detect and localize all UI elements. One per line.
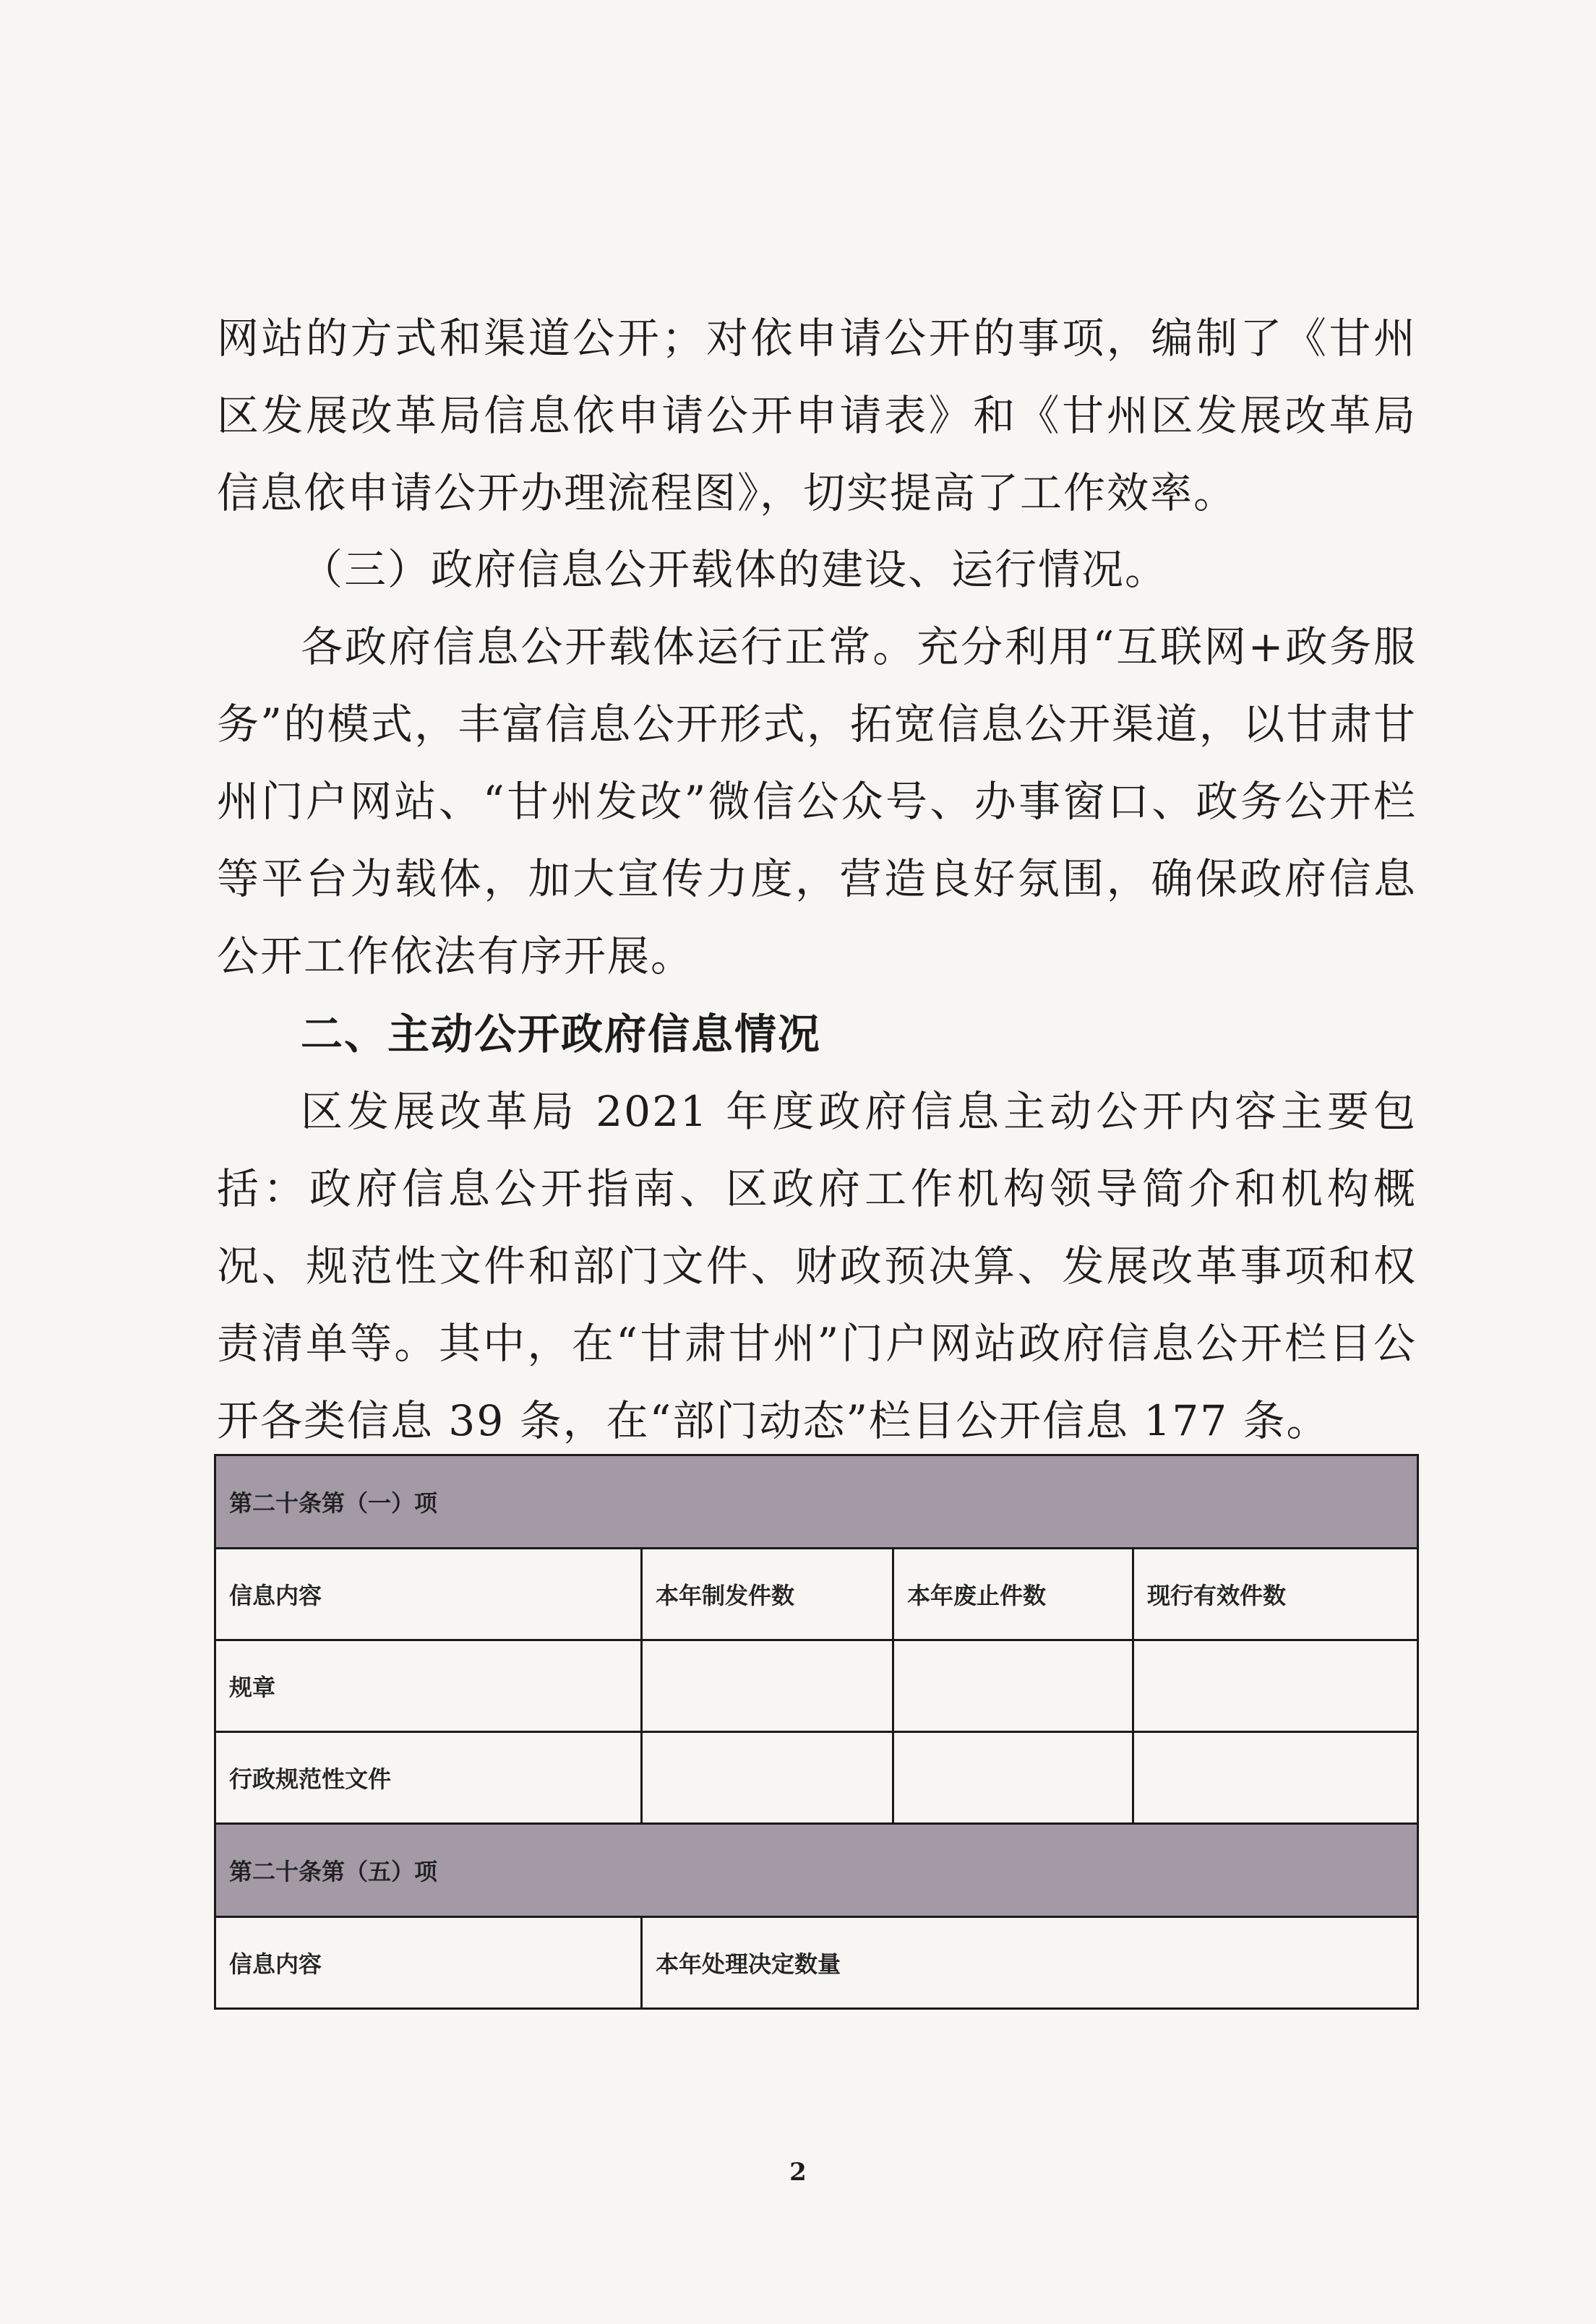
table-header-cell: 本年废止件数 (893, 1549, 1133, 1640)
table-section-row-1 (215, 1455, 1418, 1549)
table-header-cell: 本年制发件数 (642, 1549, 893, 1640)
table-row (215, 1732, 1418, 1824)
table-header-row (215, 1917, 1418, 2009)
table-row-label: 规章 (215, 1640, 642, 1732)
paragraph-disclosure-channels: 网站的方式和渠道公开；对依申请公开的事项，编制了《甘州区发展改革局信息依申请公开申请表》和《甘州区发展改革局信息依申请公开办理流程图》，切实提高了工作效率。 (217, 314, 1417, 517)
table-row-label: 行政规范性文件 (215, 1732, 642, 1824)
paragraph-disclosure-content: 区发展改革局 2021 年度政府信息主动公开内容主要包括：政府信息公开指南、区政府工作机构领导简介和机构概况、规范性文件和部门文件、财政预决算、发展改革事项和权责清单等。其中，在“甘肃甘州”门户网站政府信息公开栏目公开各类信息 39 条，在“部门动态”栏目公开信息 177 条。 (217, 1087, 1417, 1445)
section-heading-proactive-disclosure: 二、主动公开政府信息情况 (301, 1010, 822, 1059)
table-cell (1133, 1640, 1418, 1732)
table-header-cell: 信息内容 (215, 1917, 642, 2009)
table-section-row-2 (215, 1824, 1418, 1917)
paragraph-carrier-operation: 各政府信息公开载体运行正常。充分利用“互联网+政务服务”的模式，丰富信息公开形式，拓宽信息公开渠道，以甘肃甘州门户网站、“甘州发改”微信公众号、办事窗口、政务公开栏等平台为载体，加大宣传力度，营造良好氛围，确保政府信息公开工作依法有序开展。 (217, 622, 1417, 981)
table-cell (1133, 1732, 1418, 1824)
page-number: 2 (789, 2158, 807, 2187)
table-section-title: 第二十条第（一）项 (215, 1455, 1418, 1549)
disclosure-table (214, 1454, 1419, 2010)
table-cell (893, 1732, 1133, 1824)
table-cell (642, 1640, 893, 1732)
table-header-cell: 现行有效件数 (1133, 1549, 1418, 1640)
table-section-title: 第二十条第（五）项 (215, 1824, 1418, 1917)
table-header-cell: 本年处理决定数量 (642, 1917, 1418, 2009)
subheading-carrier-construction: （三）政府信息公开载体的建设、运行情况。 (301, 545, 1169, 594)
table-row (215, 1640, 1418, 1732)
table-header-row (215, 1549, 1418, 1640)
table-cell (893, 1640, 1133, 1732)
table-header-cell: 信息内容 (215, 1549, 642, 1640)
table-cell (642, 1732, 893, 1824)
